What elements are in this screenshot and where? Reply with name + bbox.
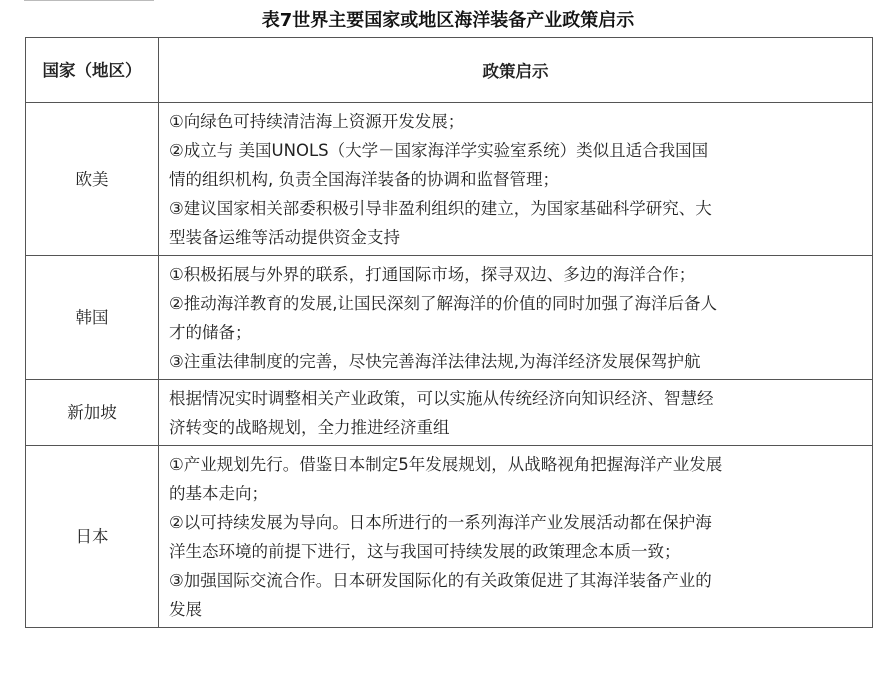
policy-line: 型装备运维等活动提供资金支持	[169, 228, 400, 247]
policy-line: ③建议国家相关部委积极引导非盈利组织的建立，为国家基础科学研究、大	[169, 199, 712, 218]
policy-line: ①产业规划先行。借鉴日本制定5年发展规划，从战略视角把握海洋产业发展	[169, 455, 723, 474]
region-cell: 韩国	[26, 256, 159, 380]
policy-line: ②以可持续发展为导向。日本所进行的一系列海洋产业发展活动都在保护海	[169, 513, 712, 532]
table-row	[26, 446, 873, 628]
policy-cell	[159, 380, 873, 446]
policy-line: 的基本走向；	[169, 484, 268, 503]
table-row	[26, 256, 873, 380]
region-cell: 新加坡	[26, 380, 159, 446]
policy-line: 发展	[169, 600, 202, 619]
policy-cell	[159, 103, 873, 256]
table-caption: 表7世界主要国家或地区海洋装备产业政策启示	[261, 10, 635, 31]
policy-line: ①积极拓展与外界的联系，打通国际市场，探寻双边、多边的海洋合作；	[169, 265, 696, 284]
top-divider	[24, 0, 154, 1]
header-policy: 政策启示	[159, 38, 873, 103]
policy-line: ②推动海洋教育的发展,让国民深刻了解海洋的价值的同时加强了海洋后备人	[169, 294, 718, 313]
table-row	[26, 380, 873, 446]
policy-table	[25, 37, 873, 628]
table-row	[26, 103, 873, 256]
policy-line: 洋生态环境的前提下进行，这与我国可持续发展的政策理念本质一致；	[169, 542, 681, 561]
table-header-row	[26, 38, 873, 103]
policy-line: 才的储备；	[169, 323, 252, 342]
policy-cell	[159, 446, 873, 628]
region-cell: 日本	[26, 446, 159, 628]
region-cell: 欧美	[26, 103, 159, 256]
policy-line: 济转变的战略规划，全力推进经济重组	[169, 418, 450, 437]
header-region: 国家（地区）	[26, 38, 159, 103]
policy-cell	[159, 256, 873, 380]
policy-line: ③注重法律制度的完善，尽快完善海洋法律法规,为海洋经济发展保驾护航	[169, 352, 701, 371]
policy-line: ①向绿色可持续清洁海上资源开发发展；	[169, 112, 465, 131]
policy-line: ③加强国际交流合作。日本研发国际化的有关政策促进了其海洋装备产业的	[169, 571, 712, 590]
policy-line: 情的组织机构, 负责全国海洋装备的协调和监督管理；	[169, 170, 559, 189]
policy-line: 根据情况实时调整相关产业政策，可以实施从传统经济向知识经济、智慧经	[169, 389, 714, 408]
policy-line: ②成立与 美国UNOLS（大学－国家海洋学实验室系统）类似且适合我国国	[169, 141, 709, 160]
